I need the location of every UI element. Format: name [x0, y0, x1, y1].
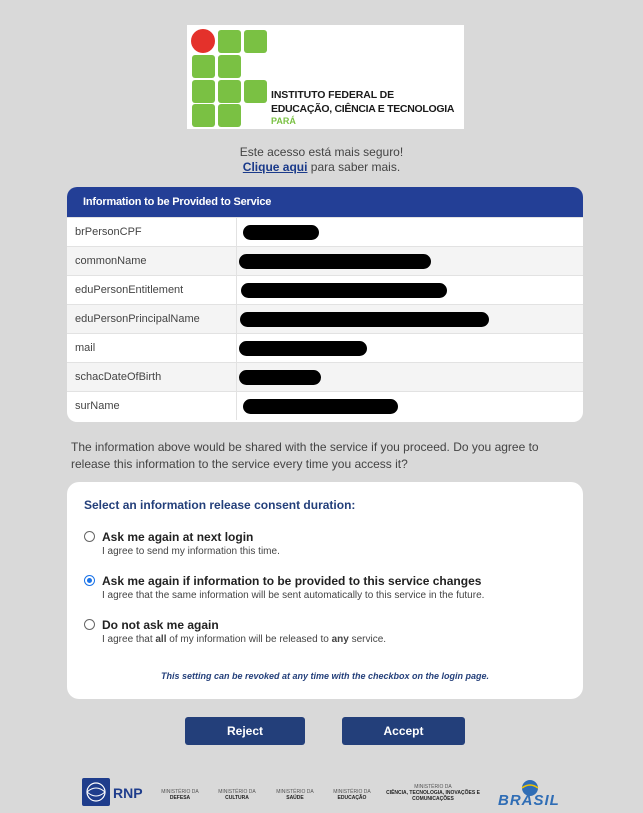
table-row [67, 391, 583, 420]
secure-notice: Este acesso está mais seguro! [239, 145, 404, 159]
attribute-name: eduPersonEntitlement [67, 276, 237, 304]
option-description: I agree that the same information will be sent automatically to this service in the future. [102, 590, 485, 601]
info-table-body [67, 217, 583, 420]
learn-more-suffix: para saber mais. [307, 160, 401, 174]
logo-square [192, 104, 215, 127]
logo-square [218, 104, 241, 127]
ministry-prefix: MINISTÉRIO DA [333, 789, 371, 795]
attribute-value [237, 305, 583, 333]
info-table-header: Information to be Provided to Service [67, 187, 583, 217]
option-description [102, 634, 386, 645]
attribute-name: surName [67, 392, 237, 420]
logo-text-line1: INSTITUTO FEDERAL DE [271, 89, 395, 101]
rnp-logo-icon [82, 778, 110, 806]
table-row [67, 362, 583, 391]
option-label: Do not ask me again [102, 618, 219, 632]
revoke-note: This setting can be revoked at any time with the checkbox on the login page. [160, 671, 490, 681]
ministry-prefix: MINISTÉRIO DA [276, 789, 314, 795]
ministry-prefix: MINISTÉRIO DA [161, 789, 199, 795]
institution-logo [187, 25, 464, 129]
option-description: I agree to send my information this time. [102, 546, 280, 557]
desc-text: of my information will be released to [166, 634, 332, 645]
table-row [67, 217, 583, 246]
ministry-name: CULTURA [225, 795, 249, 801]
redacted-value [239, 341, 367, 356]
attribute-value [237, 218, 583, 246]
attribute-value [237, 276, 583, 304]
footer-logos [0, 770, 643, 813]
ministry-prefix: MINISTÉRIO DA [218, 789, 256, 795]
info-table [67, 187, 583, 422]
ministry-prefix: MINISTÉRIO DA [414, 784, 452, 790]
attribute-name: brPersonCPF [67, 218, 237, 246]
consent-duration-panel [67, 482, 583, 699]
logo-square [244, 30, 267, 53]
redacted-value [243, 399, 398, 414]
attribute-value [237, 247, 583, 275]
rnp-logo-text: RNP [113, 785, 143, 801]
logo-text-line3: PARÁ [271, 116, 296, 126]
accept-button[interactable]: Accept [342, 717, 465, 745]
table-row [67, 246, 583, 275]
attribute-name: eduPersonPrincipalName [67, 305, 237, 333]
radio-info-changes[interactable] [84, 575, 95, 586]
attribute-name: mail [67, 334, 237, 362]
logo-square [192, 80, 215, 103]
table-row [67, 275, 583, 304]
ministry-defesa [156, 789, 204, 801]
learn-more-link[interactable]: Clique aqui [242, 160, 308, 174]
logo-square [192, 55, 215, 78]
desc-emphasis: any [331, 634, 349, 645]
logo-square [218, 30, 241, 53]
option-label: Ask me again at next login [102, 530, 254, 544]
ministry-ciencia [384, 784, 482, 802]
logo-text-line2: EDUCAÇÃO, CIÊNCIA E TECNOLOGIA [271, 103, 455, 115]
logo-square [218, 55, 241, 78]
desc-text: service. [348, 634, 387, 645]
table-row [67, 333, 583, 362]
redacted-value [243, 225, 319, 240]
logo-square [218, 80, 241, 103]
brasil-logo [490, 778, 570, 808]
desc-emphasis: all [155, 634, 167, 645]
consent-question: The information above would be shared with the service if you proceed. Do you agree to release this information to the service every time you access it? [71, 440, 539, 471]
redacted-value [239, 254, 431, 269]
attribute-name: schacDateOfBirth [67, 363, 237, 391]
redacted-value [241, 283, 447, 298]
redacted-value [240, 312, 489, 327]
reject-button[interactable]: Reject [185, 717, 305, 745]
attribute-value [237, 334, 583, 362]
ministry-educacao [326, 789, 378, 801]
secure-notice-link-line [0, 160, 643, 174]
option-label: Ask me again if information to be provided to this service changes [102, 574, 482, 588]
ministry-name: DEFESA [169, 795, 191, 801]
attribute-value [237, 392, 583, 420]
radio-next-login[interactable] [84, 531, 95, 542]
consent-title: Select an information release consent duration: [84, 498, 356, 512]
ministry-saude [270, 789, 320, 801]
rnp-globe-icon [82, 778, 110, 806]
ministry-name: SAÚDE [286, 795, 304, 801]
attribute-value [237, 363, 583, 391]
redacted-value [239, 370, 321, 385]
logo-red-circle [191, 29, 215, 53]
ministry-cultura [212, 789, 262, 801]
brasil-logo-text: BRASIL [498, 792, 560, 809]
table-row [67, 304, 583, 333]
ministry-name: EDUCAÇÃO [337, 795, 367, 801]
ministry-name: CIÊNCIA, TECNOLOGIA, INOVAÇÕES E COMUNICAÇÕES [386, 790, 480, 802]
radio-never-ask[interactable] [84, 619, 95, 630]
logo-square [244, 80, 267, 103]
attribute-name: commonName [67, 247, 237, 275]
desc-text: I agree that [102, 634, 156, 645]
